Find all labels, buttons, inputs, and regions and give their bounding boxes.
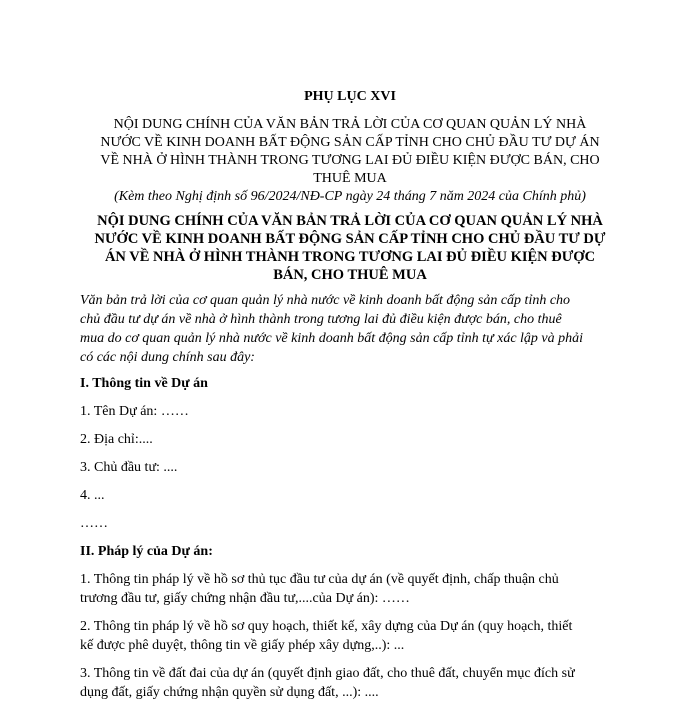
decree-reference: (Kèm theo Nghị định số 96/2024/NĐ-CP ngày 24 tháng 7 năm 2024 của Chính phủ): [114, 189, 586, 204]
subtitle-line: NỘI DUNG CHÍNH CỦA VĂN BẢN TRẢ LỜI CỦA CƠ QUAN QUẢN LÝ NHÀ: [113, 117, 587, 132]
section-heading-project-info: I. Thông tin về Dự án: [80, 376, 208, 391]
list-item-investment-procedure: [80, 570, 620, 608]
list-item-planning-design: [80, 617, 620, 655]
item-line: kế được phê duyệt, thông tin về giấy phép xây dựng,..): ...: [80, 638, 405, 653]
section-heading-legal: II. Pháp lý của Dự án:: [80, 544, 213, 559]
list-item: 4. ...: [80, 488, 105, 503]
subtitle-line: THUÊ MUA: [313, 171, 387, 186]
item-line: dụng đất, giấy chứng nhận quyền sử dụng đất, ...): ....: [80, 685, 379, 700]
heading-line: NỘI DUNG CHÍNH CỦA VĂN BẢN TRẢ LỜI CỦA CƠ QUAN QUẢN LÝ NHÀ: [97, 213, 603, 229]
document-page: [80, 88, 620, 711]
item-line: 1. Thông tin pháp lý về hồ sơ thủ tục đầu tư của dự án (về quyết định, chấp thuận chủ: [80, 572, 559, 587]
appendix-title: PHỤ LỤC XVI: [304, 89, 396, 104]
intro-line: Văn bản trả lời của cơ quan quản lý nhà nước về kinh doanh bất động sản cấp tỉnh cho: [80, 293, 571, 308]
intro-line: mua do cơ quan quản lý nhà nước về kinh doanh bất động sản cấp tỉnh tự xác lập và phải: [80, 331, 584, 346]
subtitle-line: NƯỚC VỀ KINH DOANH BẤT ĐỘNG SẢN CẤP TỈNH CHO CHỦ ĐẦU TƯ DỰ ÁN: [100, 135, 600, 150]
heading-line: ÁN VỀ NHÀ Ở HÌNH THÀNH TRONG TƯƠNG LAI ĐỦ ĐIỀU KIỆN ĐƯỢC: [104, 249, 596, 265]
list-item: 2. Địa chỉ:....: [80, 432, 153, 447]
appendix-subtitle: [80, 116, 620, 188]
item-line: 2. Thông tin pháp lý về hồ sơ quy hoạch, thiết kế, xây dựng của Dự án (quy hoạch, thiết: [80, 619, 573, 634]
intro-line: có các nội dung chính sau đây:: [80, 350, 255, 365]
heading-line: NƯỚC VỀ KINH DOANH BẤT ĐỘNG SẢN CẤP TỈNH CHO CHỦ ĐẦU TƯ DỰ: [94, 231, 606, 247]
intro-paragraph: [80, 291, 620, 367]
item-line: 3. Thông tin về đất đai của dự án (quyết định giao đất, cho thuê đất, chuyển mục đích sử: [80, 666, 575, 681]
list-item-land-info: [80, 664, 620, 702]
heading-line: BÁN, CHO THUÊ MUA: [273, 267, 427, 283]
subtitle-line: VỀ NHÀ Ở HÌNH THÀNH TRONG TƯƠNG LAI ĐỦ ĐIỀU KIỆN ĐƯỢC BÁN, CHO: [100, 153, 600, 168]
list-item: 1. Tên Dự án: ……: [80, 404, 189, 419]
list-item: 3. Chủ đầu tư: ....: [80, 460, 178, 475]
main-heading: [80, 212, 620, 284]
item-line: trương đầu tư, giấy chứng nhận đầu tư,....của Dự án): ……: [80, 591, 410, 606]
intro-line: chủ đầu tư dự án về nhà ở hình thành trong tương lai đủ điều kiện được bán, cho thuê: [80, 312, 562, 327]
list-item: ……: [80, 516, 108, 531]
